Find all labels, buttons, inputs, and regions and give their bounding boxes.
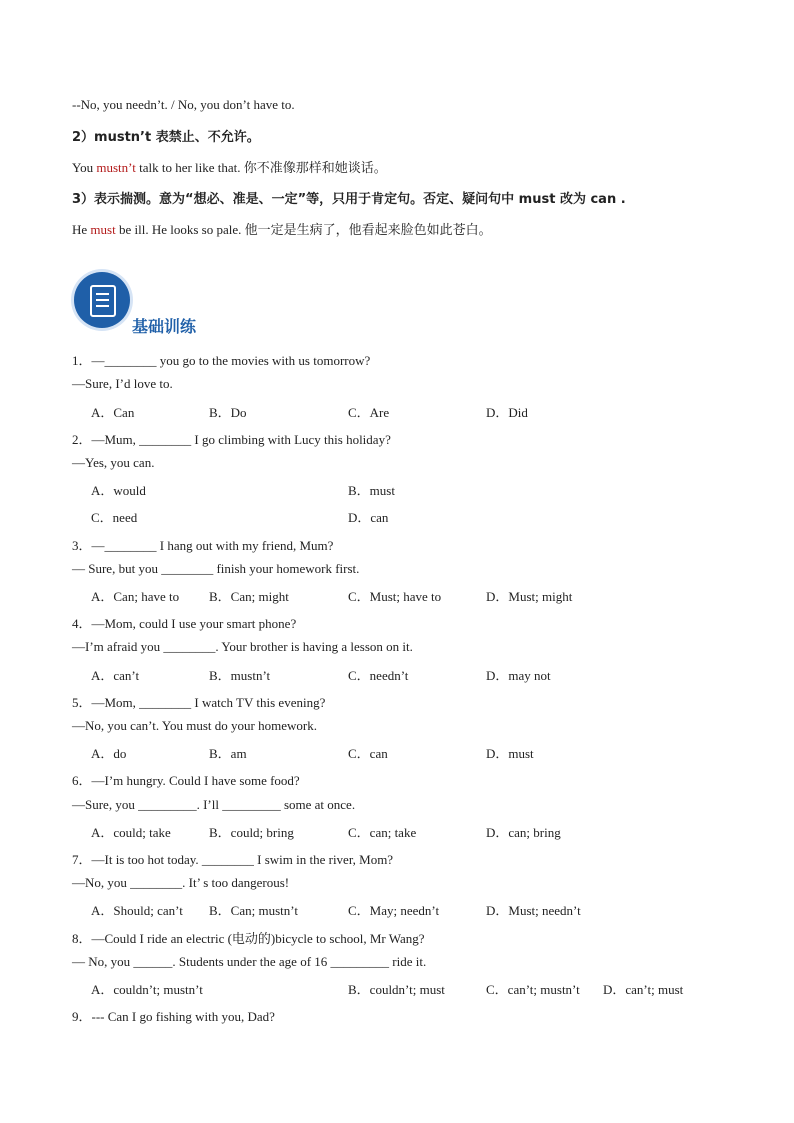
q4-option-a[interactable]: A．can’t <box>91 668 140 683</box>
q8-option-b[interactable]: B．couldn’t; must <box>348 982 445 997</box>
answer-2: —Yes, you can. <box>72 455 155 470</box>
answer-3: — Sure, but you ________ finish your homework first. <box>72 561 360 576</box>
q5-option-a[interactable]: A．do <box>91 746 127 761</box>
answer-6: —Sure, you _________. I’ll _________ some at once. <box>72 797 356 812</box>
q4-option-d[interactable]: D．may not <box>486 668 551 683</box>
answer-1: —Sure, I’d love to. <box>72 376 173 391</box>
q6-option-a[interactable]: A．could; take <box>91 825 171 840</box>
q5-option-c[interactable]: C．can <box>348 746 388 761</box>
question-9: 9．--- Can I go fishing with you, Dad? <box>72 1009 275 1024</box>
q7-option-a[interactable]: A．Should; can’t <box>91 903 183 918</box>
section-title: 基础训练 <box>132 317 197 336</box>
q5-option-d[interactable]: D．must <box>486 746 534 761</box>
q1-option-d[interactable]: D．Did <box>486 405 528 420</box>
q8-option-c[interactable]: C．can’t; mustn’t <box>486 982 580 997</box>
q6-option-b[interactable]: B．could; bring <box>209 825 294 840</box>
q1-option-a[interactable]: A．Can <box>91 405 135 420</box>
question-7: 7．—It is too hot today. ________ I swim in the river, Mom? <box>72 852 394 867</box>
q8-option-a[interactable]: A．couldn’t; mustn’t <box>91 982 203 997</box>
q2-option-a[interactable]: A．would <box>91 483 146 498</box>
q3-option-a[interactable]: A．Can; have to <box>91 589 180 604</box>
question-8: 8．—Could I ride an electric (电动的)bicycle to school, Mr Wang? <box>72 931 425 946</box>
q8-option-d[interactable]: D．can’t; must <box>603 982 684 997</box>
example-text: talk to her like that. 你不准像那样和她谈话。 <box>135 160 387 175</box>
document-icon <box>74 272 130 328</box>
q5-option-b[interactable]: B．am <box>209 746 247 761</box>
q7-option-c[interactable]: C．May; needn’t <box>348 903 440 918</box>
highlight-modal: mustn’t <box>96 160 136 175</box>
example-sentence-2 <box>72 219 492 238</box>
q1-option-b[interactable]: B．Do <box>209 405 247 420</box>
q4-option-c[interactable]: C．needn’t <box>348 668 409 683</box>
q4-option-b[interactable]: B．mustn’t <box>209 668 271 683</box>
question-2: 2．—Mum, ________ I go climbing with Lucy this holiday? <box>72 432 391 447</box>
q3-option-c[interactable]: C．Must; have to <box>348 589 442 604</box>
q2-option-c[interactable]: C．need <box>91 510 138 525</box>
note-heading-3: 3）表示揣测。意为“想必、准是、一定”等，只用于肯定句。否定、疑问句中 must 改为 can . <box>72 192 626 207</box>
answer-8: — No, you ______. Students under the age of 16 _________ ride it. <box>72 954 427 969</box>
question-3: 3．—________ I hang out with my friend, Mum? <box>72 538 334 553</box>
q3-option-d[interactable]: D．Must; might <box>486 589 573 604</box>
example-text: be ill. He looks so pale. 他一定是生病了，他看起来脸色如此苍白。 <box>115 222 492 237</box>
answer-7: —No, you ________. It’ s too dangerous! <box>72 875 290 890</box>
q3-option-b[interactable]: B．Can; might <box>209 589 289 604</box>
q2-option-b[interactable]: B．must <box>348 483 395 498</box>
q6-option-c[interactable]: C．can; take <box>348 825 417 840</box>
question-1: 1．—________ you go to the movies with us tomorrow? <box>72 353 371 368</box>
answer-5: —No, you can’t. You must do your homework. <box>72 718 317 733</box>
question-6: 6．—I’m hungry. Could I have some food? <box>72 773 300 788</box>
answer-4: —I’m afraid you ________. Your brother is having a lesson on it. <box>72 639 413 654</box>
q6-option-d[interactable]: D．can; bring <box>486 825 561 840</box>
q7-option-b[interactable]: B．Can; mustn’t <box>209 903 298 918</box>
q2-option-d[interactable]: D．can <box>348 510 389 525</box>
q1-option-c[interactable]: C．Are <box>348 405 390 420</box>
example-text: You <box>72 160 97 175</box>
highlight-modal: must <box>90 222 116 237</box>
note-line-1: --No, you needn’t. / No, you don’t have to. <box>72 97 295 112</box>
note-heading-2: 2）mustn’t 表禁止、不允许。 <box>72 130 260 145</box>
question-5: 5．—Mom, ________ I watch TV this evening? <box>72 695 326 710</box>
question-4: 4．—Mom, could I use your smart phone? <box>72 616 297 631</box>
example-text: He <box>72 222 91 237</box>
example-sentence-1 <box>72 157 387 176</box>
q7-option-d[interactable]: D．Must; needn’t <box>486 903 581 918</box>
